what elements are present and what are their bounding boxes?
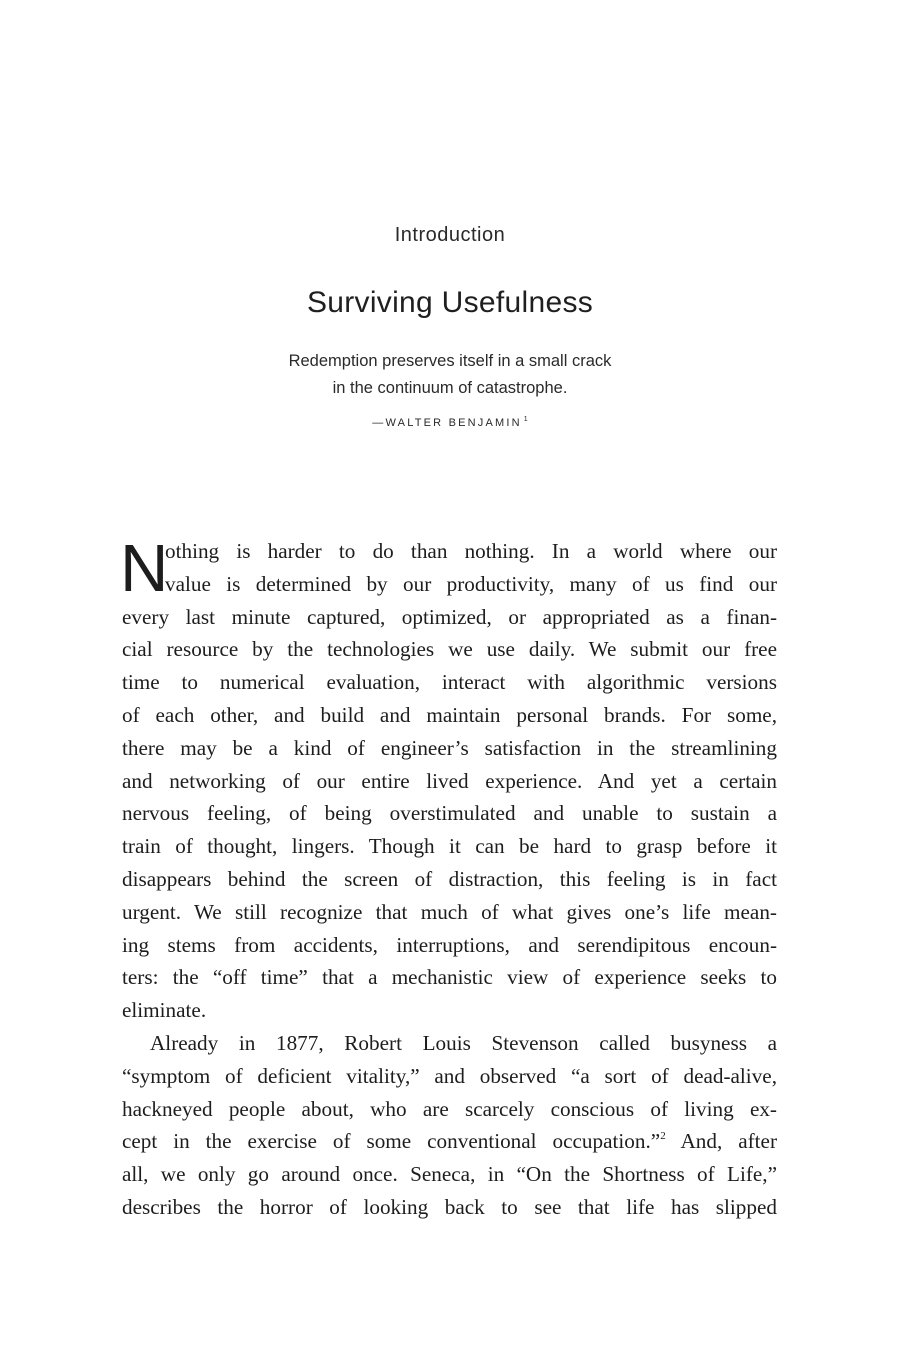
- text-segment: cept in the exercise of some conventional occupation.”: [122, 1129, 661, 1154]
- epigraph-attribution: [0, 416, 900, 429]
- text-line: all, we only go around once. Seneca, in “On the Shortness of Life,”: [122, 1162, 777, 1187]
- text-line: [122, 1125, 777, 1158]
- text-line: value is determined by our productivity, many of us find our: [165, 571, 777, 596]
- text-line: ing stems from accidents, interruptions, and serendipitous encoun-: [122, 932, 777, 957]
- text-line: of each other, and build and maintain personal brands. For some,: [122, 702, 777, 727]
- text-line: time to numerical evaluation, interact with algorithmic versions: [122, 670, 777, 695]
- epigraph: [0, 348, 900, 402]
- text-line: disappears behind the screen of distraction, this feeling is in fact: [122, 866, 777, 891]
- footnote-ref: 1: [523, 416, 528, 423]
- text-line: “symptom of deficient vitality,” and observed “a sort of dead-alive,: [122, 1063, 777, 1088]
- attribution-name: —WALTER BENJAMIN: [372, 417, 522, 429]
- drop-cap: N: [120, 531, 169, 606]
- text-line: Already in 1877, Robert Louis Stevenson called busyness a: [150, 1030, 777, 1055]
- text-line: describes the horror of looking back to see that life has slipped: [122, 1194, 777, 1219]
- text-line: cial resource by the technologies we use daily. We submit our free: [122, 637, 777, 662]
- chapter-kicker: Introduction: [394, 224, 506, 246]
- epigraph-line: Redemption preserves itself in a small crack: [288, 352, 612, 370]
- text-line: hackneyed people about, who are scarcely conscious of living ex-: [122, 1096, 777, 1121]
- body-text: [120, 531, 778, 1224]
- text-line: othing is harder to do than nothing. In a world where our: [165, 539, 777, 563]
- text-line: nervous feeling, of being overstimulated and unable to sustain a: [122, 801, 777, 826]
- text-segment: And, after: [665, 1129, 778, 1154]
- text-line: ters: the “off time” that a mechanistic view of experience seeks to: [122, 965, 777, 990]
- epigraph-line: in the continuum of catastrophe.: [332, 379, 568, 397]
- text-line: urgent. We still recognize that much of what gives one’s life mean-: [122, 899, 777, 924]
- text-line: there may be a kind of engineer’s satisfaction in the streamlining: [122, 735, 777, 760]
- chapter-title: Surviving Usefulness: [306, 286, 594, 319]
- footnote-ref: 2: [660, 1130, 666, 1143]
- text-line: train of thought, lingers. Though it can be hard to grasp before it: [122, 834, 777, 859]
- text-line: every last minute captured, optimized, or appropriated as a finan-: [122, 604, 777, 629]
- text-line: eliminate.: [122, 998, 207, 1023]
- text-line: and networking of our entire lived experience. And yet a certain: [122, 768, 777, 793]
